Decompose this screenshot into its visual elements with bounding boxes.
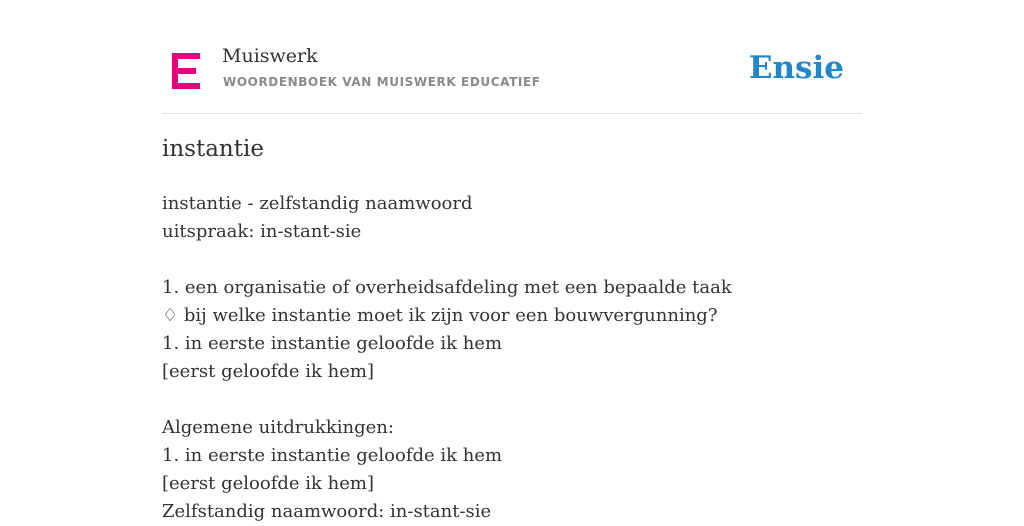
entry-line-expression: 1. in eerste instantie geloofde ik hem [162, 445, 503, 466]
entry-line-pronunciation: uitspraak: in-stant-sie [162, 221, 362, 242]
brand-subtitle: WOORDENBOEK VAN MUISWERK EDUCATIEF [223, 75, 541, 89]
muiswerk-logo-icon[interactable] [172, 53, 200, 89]
entry-line-expression: 1. in eerste instantie geloofde ik hem [162, 333, 503, 354]
page [162, 0, 862, 522]
entry-line-expression-meaning: [eerst geloofde ik hem] [162, 473, 375, 494]
blank-line [162, 246, 862, 274]
entry-line-definition: 1. een organisatie of overheidsafdeling met een bepaalde taak [162, 277, 732, 298]
brand-name[interactable]: Muiswerk [222, 45, 318, 67]
ensie-logo[interactable]: Ensie [748, 50, 844, 86]
entry-title: instantie [162, 136, 264, 162]
entry-line-example: ♢ bij welke instantie moet ik zijn voor een bouwvergunning? [162, 305, 718, 326]
entry-line-noun: Zelfstandig naamwoord: in-stant-sie [162, 501, 492, 522]
entry-line-expressions-heading: Algemene uitdrukkingen: [162, 417, 394, 438]
entry-line-expression-meaning: [eerst geloofde ik hem] [162, 361, 375, 382]
site-header [162, 0, 862, 114]
blank-line [162, 386, 862, 414]
entry-content [162, 190, 862, 526]
entry-line-word-type: instantie - zelfstandig naamwoord [162, 193, 473, 214]
